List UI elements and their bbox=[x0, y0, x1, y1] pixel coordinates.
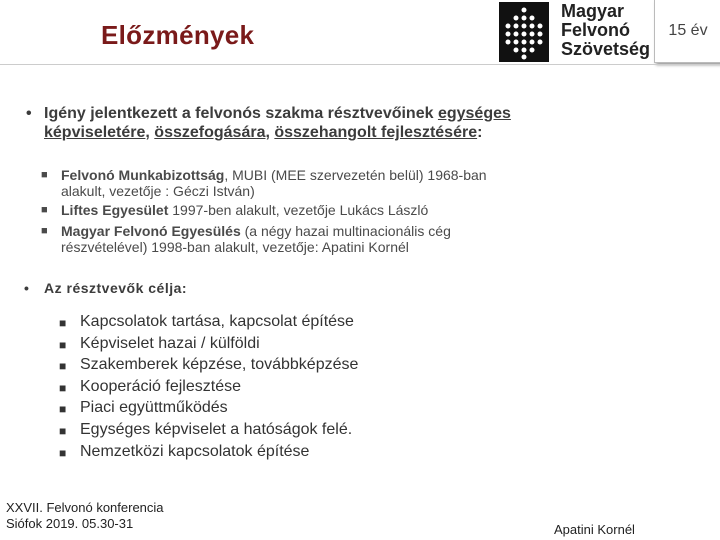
slide-title: Előzmények bbox=[101, 20, 255, 50]
anniversary-badge bbox=[654, 0, 720, 63]
footer-event bbox=[6, 500, 164, 532]
bullet-main-1 bbox=[26, 104, 644, 142]
square-bullet-icon: ■ bbox=[59, 381, 67, 395]
bullet-underlined: összehangolt fejlesztésére bbox=[274, 124, 478, 141]
logo-line: Magyar bbox=[561, 1, 625, 21]
sub-item bbox=[41, 223, 451, 255]
sub-item-line2: részvételével) 1998-ban alakult, vezetője: Apatini Kornél bbox=[61, 239, 409, 255]
logo-text bbox=[561, 2, 650, 59]
goal-item bbox=[59, 377, 241, 397]
goal-item bbox=[59, 312, 354, 332]
sub-item bbox=[41, 167, 487, 199]
sub-item-bold: Liftes Egyesület bbox=[61, 202, 169, 218]
header-divider bbox=[0, 64, 720, 65]
goal-item bbox=[59, 355, 359, 375]
footer-author: Apatini Kornél bbox=[554, 522, 635, 537]
square-bullet-icon: ■ bbox=[41, 204, 48, 216]
square-bullet-icon: ■ bbox=[59, 402, 67, 416]
goal-text: Kooperáció fejlesztése bbox=[80, 378, 241, 395]
bullet-underlined: képviseletére bbox=[44, 124, 146, 141]
bullet-main-2 bbox=[24, 280, 188, 296]
badge-label: 15 év bbox=[668, 22, 708, 39]
goal-text: Szakemberek képzése, továbbképzése bbox=[80, 356, 359, 373]
goal-item bbox=[59, 442, 310, 462]
bullet-end: : bbox=[477, 124, 483, 141]
bullet-dot-icon: • bbox=[26, 105, 32, 122]
bullet-dot-icon: • bbox=[24, 280, 30, 296]
sub-item bbox=[41, 202, 429, 218]
footer-line: Siófok 2019. 05.30-31 bbox=[6, 516, 134, 531]
logo bbox=[499, 2, 653, 62]
goal-item bbox=[59, 334, 260, 354]
sub-item-bold: Magyar Felvonó Egyesülés bbox=[61, 223, 241, 239]
bullet-text: Igény jelentkezett a felvonós szakma résztvevőinek bbox=[44, 105, 438, 122]
square-bullet-icon: ■ bbox=[59, 359, 67, 373]
goal-text: Kapcsolatok tartása, kapcsolat építése bbox=[80, 313, 354, 330]
sub-item-bold: Felvonó Munkabizottság bbox=[61, 167, 225, 183]
sub-item-line2: alakult, vezetője : Géczi István) bbox=[61, 183, 255, 199]
square-bullet-icon: ■ bbox=[41, 169, 48, 181]
sub-item-text: 1997-ben alakult, vezetője Lukács László bbox=[168, 202, 429, 218]
square-bullet-icon: ■ bbox=[59, 316, 67, 330]
footer-line: XXVII. Felvonó konferencia bbox=[6, 500, 164, 515]
goal-item bbox=[59, 420, 353, 440]
logo-line: Szövetség bbox=[561, 39, 651, 59]
bullet-underlined: egységes bbox=[437, 105, 511, 122]
sub-item-text: (a négy hazai multinacionális cég bbox=[240, 223, 451, 239]
square-bullet-icon: ■ bbox=[41, 225, 48, 237]
logo-line: Felvonó bbox=[561, 20, 631, 40]
logo-dots-icon bbox=[499, 2, 549, 62]
goal-text: Piaci együttműködés bbox=[80, 399, 228, 416]
square-bullet-icon: ■ bbox=[59, 338, 67, 352]
square-bullet-icon: ■ bbox=[59, 424, 67, 438]
bullet-underlined: összefogására bbox=[154, 124, 266, 141]
bullet-text: Az résztvevők célja: bbox=[44, 280, 188, 296]
separator: , bbox=[265, 124, 275, 141]
goal-item bbox=[59, 398, 228, 418]
goal-text: Egységes képviselet a hatóságok felé. bbox=[80, 421, 353, 438]
goal-text: Képviselet hazai / külföldi bbox=[80, 335, 260, 352]
square-bullet-icon: ■ bbox=[59, 446, 67, 460]
goal-text: Nemzetközi kapcsolatok építése bbox=[80, 443, 310, 460]
separator: , bbox=[145, 124, 155, 141]
sub-item-text: , MUBI (MEE szervezetén belül) 1968-ban bbox=[224, 167, 487, 183]
